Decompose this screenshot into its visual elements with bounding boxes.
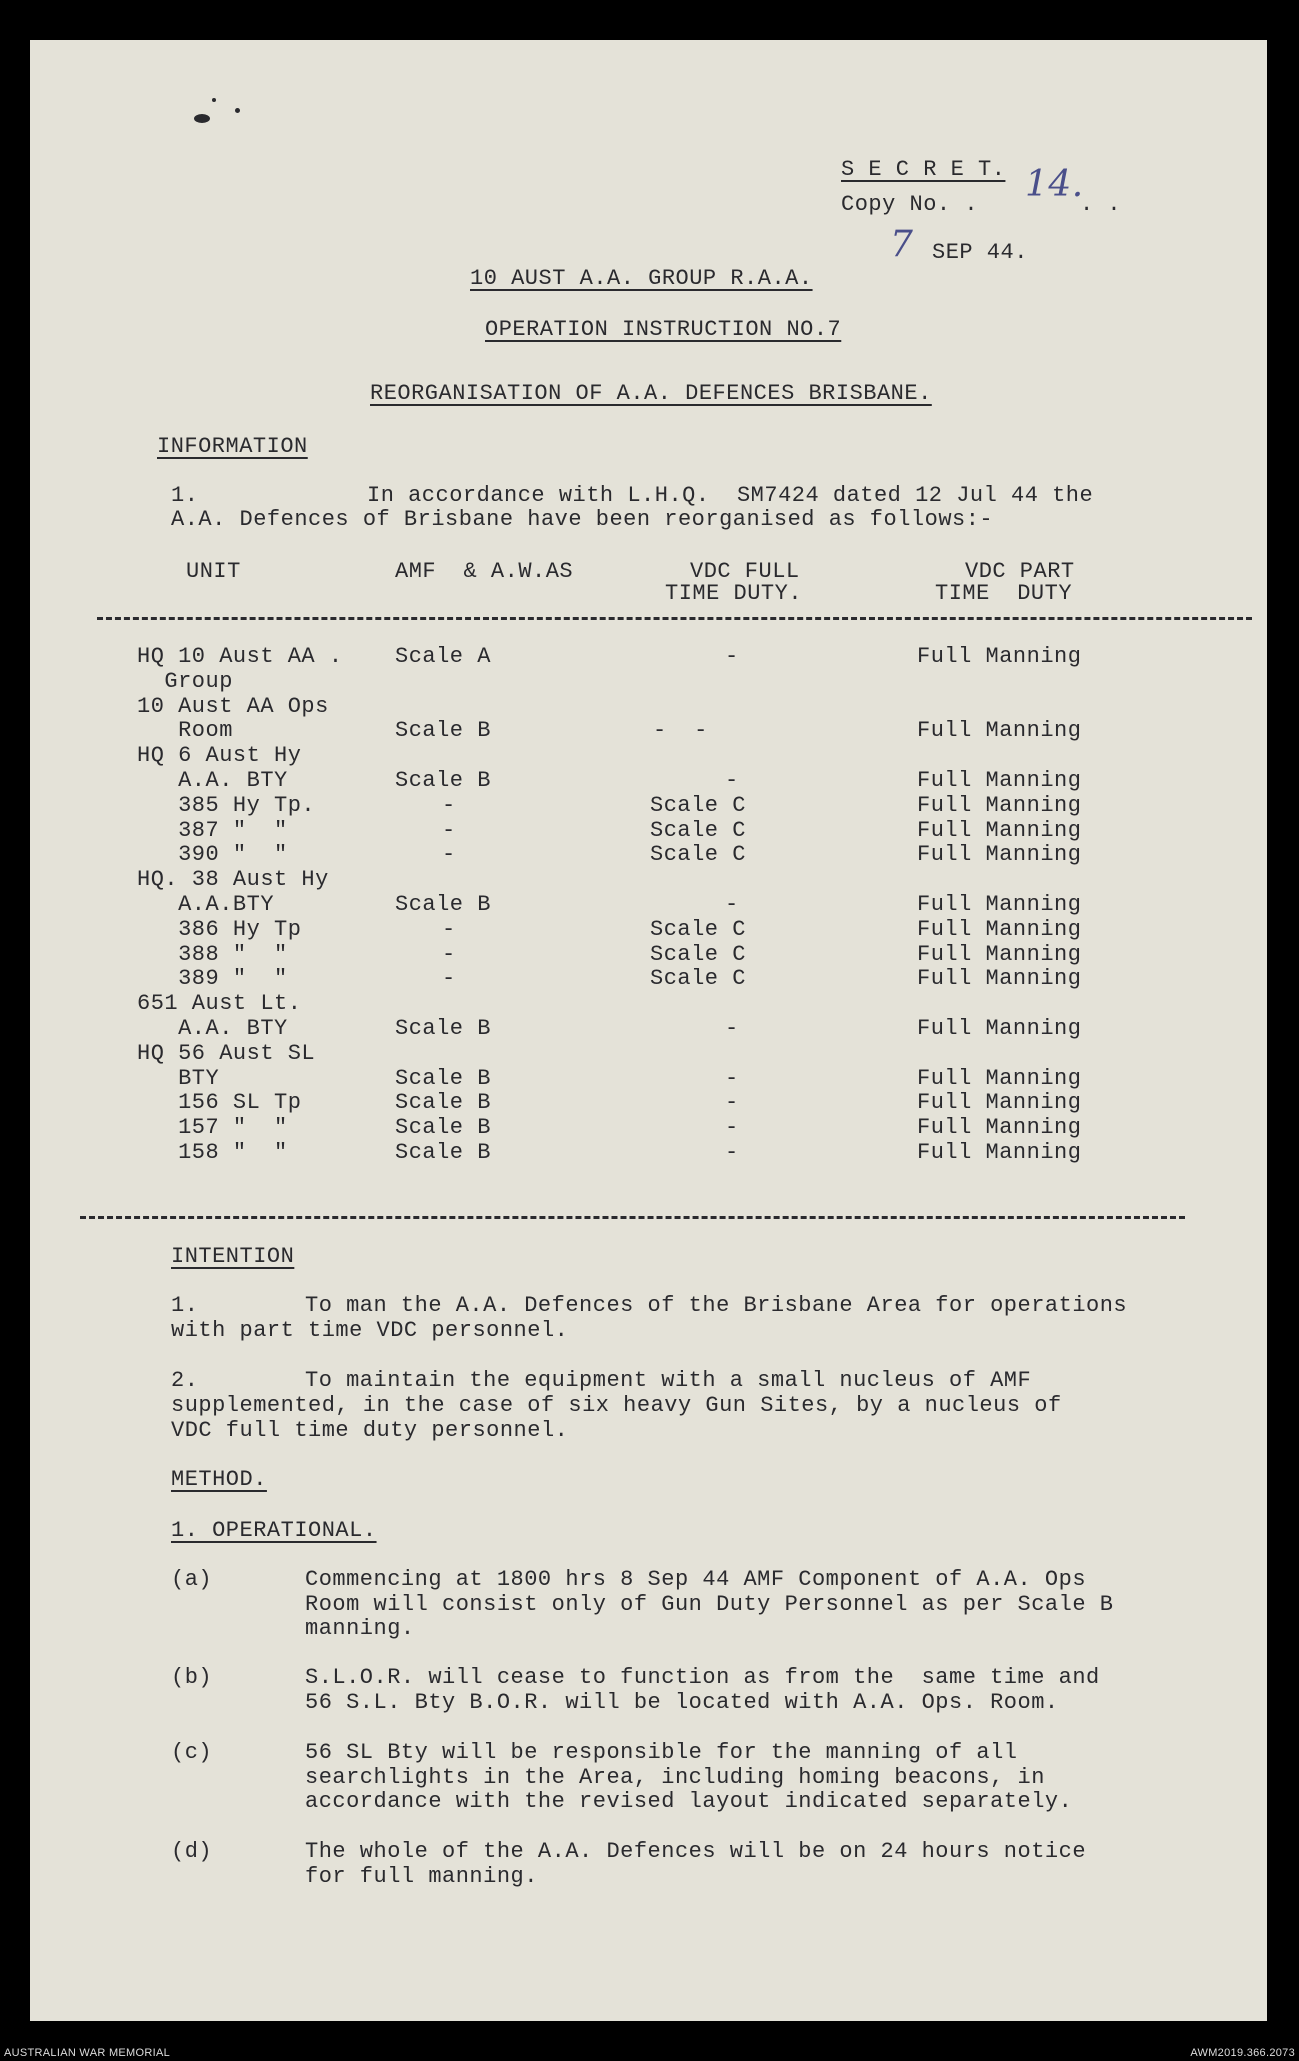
operational-heading: 1. OPERATIONAL. [171,1518,377,1543]
table-cell-vdc-full: - [725,1140,739,1165]
table-cell-unit: A.A. BTY [137,1016,288,1041]
footer-source: AUSTRALIAN WAR MEMORIAL [4,2047,171,2059]
instruction-title: OPERATION INSTRUCTION NO.7 [485,317,842,342]
ink-dot [235,108,240,113]
method-item-line: Room will consist only of Gun Duty Personnel as per Scale B [305,1591,1114,1617]
table-cell-unit: 390 " " [137,842,288,868]
table-top-rule [97,617,1252,620]
method-item-line: Commencing at 1800 hrs 8 Sep 44 AMF Component of A.A. Ops [305,1567,1087,1592]
ink-smudge [194,114,210,123]
secret-classification: S E C R E T. [841,157,1006,182]
method-item-line: for full manning. [305,1863,538,1889]
table-header-vdc-full: VDC FULL [690,559,800,584]
method-item-line: accordance with the revised layout indicated separately. [305,1789,1073,1814]
group-title: 10 AUST A.A. GROUP R.A.A. [470,266,813,291]
table-cell-vdc-full: Scale C [650,792,746,818]
table-cell-vdc-full: - [725,1016,739,1041]
table-cell-vdc-part: Full Manning [917,768,1082,793]
method-item-label: (c) [171,1740,213,1765]
table-cell-amf: Scale B [395,1115,491,1141]
table-cell-vdc-part: Full Manning [917,817,1082,843]
table-cell-vdc-part: Full Manning [917,1090,1082,1116]
table-header-unit: UNIT [186,559,241,584]
subject-title: REORGANISATION OF A.A. DEFENCES BRISBANE. [370,381,932,406]
table-cell-unit: 158 " " [137,1140,288,1165]
table-cell-unit: 389 " " [137,966,288,992]
table-cell-vdc-part: Full Manning [917,892,1082,917]
intention-para-number: 2. [171,1368,199,1393]
table-cell-amf: - [442,966,456,992]
table-cell-amf: Scale B [395,1090,491,1116]
table-cell-amf: - [442,941,456,967]
table-cell-unit: 388 " " [137,941,288,967]
table-cell-vdc-full: - [725,768,739,793]
table-cell-amf: Scale B [395,892,491,917]
table-cell-amf: Scale B [395,1065,491,1091]
table-bottom-rule [80,1216,1185,1219]
intention-heading: INTENTION [171,1244,295,1269]
table-cell-amf: Scale B [395,768,491,793]
table-cell-amf: Scale B [395,1016,491,1041]
table-cell-unit: Group [137,668,233,694]
table-cell-vdc-part: Full Manning [917,1115,1082,1141]
table-cell-amf: - [442,792,456,818]
table-cell-amf: - [442,842,456,868]
method-item-label: (b) [171,1665,213,1690]
copy-label: Copy No. . [841,192,979,217]
table-cell-unit: 387 " " [137,817,288,843]
table-cell-unit: 651 Aust Lt. [137,991,302,1017]
table-cell-unit: Room [137,718,233,744]
table-header-amf: AMF & A.W.AS [395,559,574,584]
date-typed: SEP 44. [932,240,1028,265]
method-item-line: 56 SL Bty will be responsible for the manning of all [305,1740,1018,1765]
table-cell-unit: 156 SL Tp [137,1090,302,1116]
table-cell-vdc-full: Scale C [650,941,746,967]
method-item-label: (a) [171,1567,213,1592]
method-item-label: (d) [171,1839,213,1864]
table-cell-unit: A.A. BTY [137,768,288,793]
table-cell-vdc-part: Full Manning [917,941,1082,967]
method-item-line: searchlights in the Area, including homing beacons, in [305,1764,1045,1790]
information-heading: INFORMATION [157,434,308,459]
intention-para-line: supplemented, in the case of six heavy Gun Sites, by a nucleus of [171,1393,1062,1418]
table-cell-vdc-part: Full Manning [917,718,1082,744]
table-header-vdc-part: TIME DUTY [935,581,1073,606]
copy-number-handwritten: 14. [1025,164,1084,205]
table-cell-unit: HQ. 38 Aust Hy [137,867,329,893]
table-cell-amf: Scale A [395,644,491,669]
table-cell-amf: - [442,916,456,942]
table-cell-vdc-part: Full Manning [917,916,1082,942]
table-cell-vdc-part: Full Manning [917,1065,1082,1091]
table-cell-vdc-full: - [725,1115,739,1141]
table-cell-vdc-full: Scale C [650,916,746,942]
table-cell-vdc-full: Scale C [650,817,746,843]
table-cell-amf: Scale B [395,1140,491,1165]
table-cell-amf: - [442,817,456,843]
table-cell-unit: A.A.BTY [137,892,275,917]
method-item-line: S.L.O.R. will cease to function as from the same time and [305,1665,1100,1690]
table-cell-vdc-part: Full Manning [917,1140,1082,1165]
intention-para-line: with part time VDC personnel. [171,1318,569,1343]
information-para-line: A.A. Defences of Brisbane have been reorganised as follows:- [171,507,994,532]
table-cell-vdc-part: Full Manning [917,644,1082,669]
method-heading: METHOD. [171,1467,267,1492]
table-cell-unit: HQ 56 Aust SL [137,1040,316,1066]
table-cell-unit: 386 Hy Tp [137,916,302,942]
table-cell-vdc-full: - [725,1090,739,1116]
table-cell-vdc-part: Full Manning [917,966,1082,992]
table-cell-unit: 385 Hy Tp. [137,792,316,818]
footer-reference: AWM2019.366.2073 [1190,2047,1295,2059]
table-cell-vdc-full: - [725,892,739,917]
method-item-line: The whole of the A.A. Defences will be on 24 hours notice [305,1839,1087,1864]
intention-para-number: 1. [171,1293,199,1318]
ink-dot [212,98,216,102]
method-item-line: manning. [305,1616,415,1641]
table-cell-vdc-full: - [725,644,739,669]
information-para-number: 1. [171,483,199,508]
table-cell-unit: HQ 6 Aust Hy [137,743,302,769]
table-cell-vdc-part: Full Manning [917,792,1082,818]
table-cell-unit: BTY [137,1065,220,1091]
method-item-line: 56 S.L. Bty B.O.R. will be located with A.A. Ops. Room. [305,1689,1059,1715]
copy-dots: . . [1080,192,1122,217]
intention-para-line: VDC full time duty personnel. [171,1418,569,1443]
table-cell-vdc-part: Full Manning [917,1016,1082,1041]
table-header-vdc-part: VDC PART [965,559,1075,584]
date-day-handwritten: 7 [890,224,914,265]
table-cell-vdc-part: Full Manning [917,842,1082,868]
table-cell-vdc-full: Scale C [650,966,746,992]
table-header-vdc-full: TIME DUTY. [665,581,803,606]
table-cell-unit: 157 " " [137,1115,288,1141]
table-cell-unit: 10 Aust AA Ops [137,693,329,719]
intention-para-line: To maintain the equipment with a small nucleus of AMF [305,1368,1032,1393]
information-para-line: In accordance with L.H.Q. SM7424 dated 12 Jul 44 the [367,483,1094,508]
table-cell-vdc-full: Scale C [650,842,746,868]
intention-para-line: To man the A.A. Defences of the Brisbane Area for operations [305,1293,1128,1318]
table-cell-unit: HQ 10 Aust AA . [137,644,343,669]
table-cell-vdc-full: - [725,1065,739,1091]
table-cell-amf: Scale B [395,718,491,744]
table-cell-vdc-full: - - [653,718,708,744]
